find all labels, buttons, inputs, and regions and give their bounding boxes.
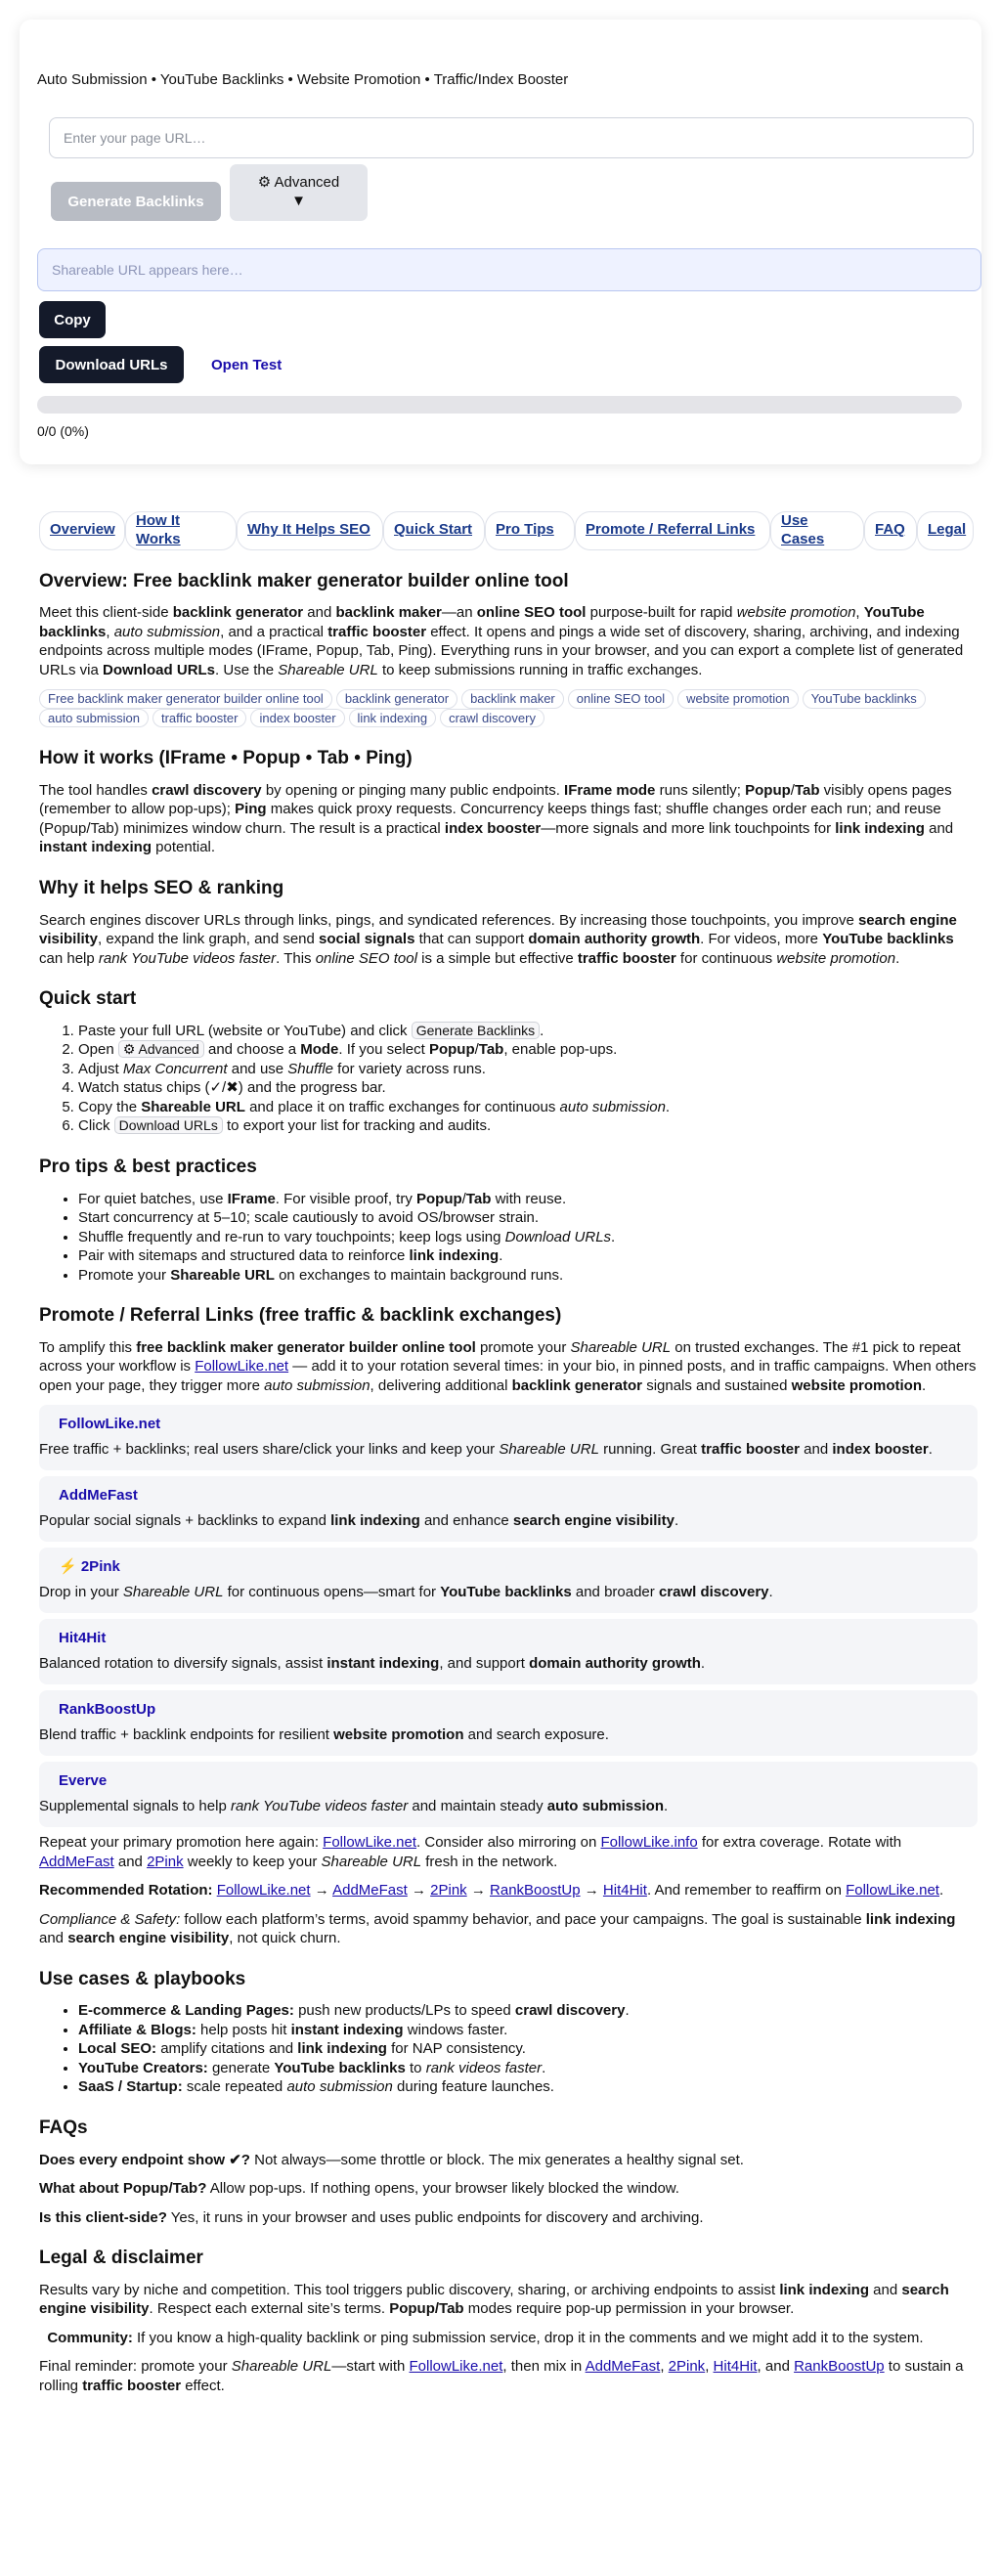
referral-card-description: Popular social signals + backlinks to expand link indexing and enhance search engine visibility. <box>39 1511 679 1529</box>
referral-card-everve <box>39 1762 978 1827</box>
tab-overview[interactable]: Overview <box>39 511 125 550</box>
referral-card-hit4hit <box>39 1619 978 1684</box>
list-item: • Start concurrency at 5–10; scale cautiously to avoid OS/browser strain. <box>78 1208 978 1228</box>
backlink-tool-panel <box>20 20 981 464</box>
keyword-tag: YouTube backlinks <box>803 689 926 709</box>
repeat-promotion-paragraph: Repeat your primary promotion here again: FollowLike.net. Consider also mirroring on FollowLike.info for extra coverage. Rotate with AddMeFast and 2Pink weekly to keep your Shareable URL fresh in the network. <box>39 1834 902 1870</box>
list-item: 3. Adjust Max Concurrent and use Shuffle for variety across runs. <box>78 1060 978 1079</box>
referral-card-description: Free traffic + backlinks; real users share/click your links and keep your Shareable URL running. Great traffic booster and index booster. <box>39 1440 933 1458</box>
list-item: • Promote your Shareable URL on exchanges to maintain background runs. <box>78 1266 978 1286</box>
promote-paragraph: To amplify this free backlink maker generator builder online tool promote your Shareable URL on trusted exchanges. The #1 pick to repeat across your workflow is FollowLike.net — add it to your rotation several times: in your bio, in pinned posts, and in traffic campaigns. When others open your page, they trigger more auto submission, delivering additional backlink generator signals and sustained website promotion. <box>39 1338 977 1394</box>
chevron-down-icon: ▼ <box>291 193 306 209</box>
list-item: 4. Watch status chips (✓/✖) and the progress bar. <box>78 1078 978 1098</box>
followlike-info-link[interactable]: FollowLike.info <box>600 1834 698 1852</box>
progress-text: 0/0 (0%) <box>37 423 89 439</box>
referral-link-everve[interactable]: Everve <box>59 1772 108 1790</box>
pro-tips-list <box>39 1190 978 1286</box>
keyword-tag: backlink maker <box>461 689 564 709</box>
legal-heading: Legal & disclaimer <box>39 2248 203 2269</box>
rankboostup-link[interactable]: RankBoostUp <box>490 1882 581 1899</box>
faq-heading: FAQs <box>39 2117 88 2138</box>
use-cases-heading: Use cases & playbooks <box>39 1968 246 1989</box>
followlike-link[interactable]: FollowLike.net <box>216 1882 311 1899</box>
keyword-tag: website promotion <box>677 689 799 709</box>
advanced-label: ⚙ Advanced <box>257 174 340 192</box>
tab-quick-start[interactable]: Quick Start <box>383 511 485 550</box>
referral-link-followlike[interactable]: FollowLike.net <box>59 1416 161 1433</box>
referral-card-description: Supplemental signals to help rank YouTube videos faster and maintain steady auto submission. <box>39 1797 669 1814</box>
list-item: • Affiliate & Blogs: help posts hit instant indexing windows faster. <box>78 2021 978 2040</box>
referral-link-hit4hit[interactable]: Hit4Hit <box>59 1630 107 1647</box>
list-item: 1. Paste your full URL (website or YouTube) and click Generate Backlinks . <box>78 1022 978 1041</box>
how-paragraph: The tool handles crawl discovery by opening or pinging many public endpoints. IFrame mode runs silently; Popup/Tab visibly opens pages (remember to allow pop-ups); Ping makes quick proxy requests. Concurrency keeps things fast; shuffle changes order each run; and reuse (Popup/Tab) minimizes window churn. The result is a practical index booster—more signals and more link touchpoints for link indexing and instant indexing potential. <box>39 781 954 856</box>
why-heading: Why it helps SEO & ranking <box>39 877 284 898</box>
referral-card-followlike <box>39 1405 978 1470</box>
keyword-tag: online SEO tool <box>568 689 674 709</box>
article <box>0 511 1001 2395</box>
list-item: • E-commerce & Landing Pages: push new products/LPs to speed crawl discovery. <box>78 2001 978 2021</box>
how-heading: How it works (IFrame • Popup • Tab • Ping) <box>39 748 413 769</box>
2pink-link[interactable]: 2Pink <box>430 1882 467 1899</box>
advanced-key-chip: ⚙ Advanced <box>118 1040 204 1058</box>
list-item: • Shuffle frequently and re-run to vary touchpoints; keep logs using Download URLs. <box>78 1228 978 1247</box>
download-urls-button[interactable]: Download URLs <box>39 346 184 383</box>
pro-tips-heading: Pro tips & best practices <box>39 1156 257 1177</box>
keyword-tag: backlink generator <box>336 689 457 709</box>
list-item: • For quiet batches, use IFrame. For visible proof, try Popup/Tab with reuse. <box>78 1190 978 1209</box>
referral-card-description: Blend traffic + backlink endpoints for resilient website promotion and search exposure. <box>39 1725 609 1743</box>
list-item: • Local SEO: amplify citations and link indexing for NAP consistency. <box>78 2039 978 2059</box>
tab-faq[interactable]: FAQ <box>864 511 917 550</box>
faq-item: Is this client-side? Yes, it runs in your browser and uses public endpoints for discovery and archiving. <box>39 2208 704 2226</box>
final-reminder: Final reminder: promote your Shareable URL—start with FollowLike.net, then mix in AddMeFast, 2Pink, Hit4Hit, and RankBoostUp to sustain a rolling traffic booster effect. <box>39 2358 964 2394</box>
referral-link-rankboostup[interactable]: RankBoostUp <box>59 1701 156 1719</box>
promote-heading: Promote / Referral Links (free traffic & backlink exchanges) <box>39 1305 562 1327</box>
list-item: • Pair with sitemaps and structured data to reinforce link indexing. <box>78 1246 978 1266</box>
copy-button[interactable]: Copy <box>39 301 106 338</box>
keyword-tag: index booster <box>250 709 344 728</box>
hit4hit-link[interactable]: Hit4Hit <box>602 1882 647 1899</box>
tab-why-it-helps-seo[interactable]: Why It Helps SEO <box>237 511 383 550</box>
keyword-tag: crawl discovery <box>440 709 544 728</box>
use-cases-list <box>39 2001 978 2097</box>
followlike-link[interactable]: FollowLike.net <box>846 1882 939 1899</box>
referral-card-2pink <box>39 1548 978 1613</box>
2pink-link[interactable]: 2Pink <box>668 2358 706 2376</box>
tab-how-it-works[interactable]: How It Works <box>125 511 237 550</box>
followlike-link[interactable]: FollowLike.net <box>409 2358 503 2376</box>
followlike-link[interactable]: FollowLike.net <box>323 1834 417 1852</box>
community-note: Community: If you know a high-quality backlink or ping submission service, drop it in the comments and we might add it to the system. <box>47 2329 924 2346</box>
referral-card-description: Balanced rotation to diversify signals, assist instant indexing, and support domain authority growth. <box>39 1654 706 1672</box>
keyword-tag: auto submission <box>39 709 149 728</box>
keyword-tag: traffic booster <box>152 709 247 728</box>
page-url-input[interactable] <box>49 117 974 158</box>
referral-card-description: Drop in your Shareable URL for continuous opens—smart for YouTube backlinks and broader crawl discovery. <box>39 1583 773 1600</box>
open-test-link[interactable]: Open Test <box>211 357 283 373</box>
list-item: 2. Open ⚙ Advanced and choose a Mode. If you select Popup/Tab, enable pop-ups. <box>78 1040 978 1060</box>
referral-card-rankboostup <box>39 1690 978 1756</box>
download-key-chip: Download URLs <box>114 1116 223 1134</box>
list-item: 6. Click Download URLs to export your list for tracking and audits. <box>78 1116 978 1136</box>
generate-backlinks-button[interactable]: Generate Backlinks <box>51 182 221 221</box>
addmefast-link[interactable]: AddMeFast <box>39 1853 114 1870</box>
tab-promote-referral-links[interactable]: Promote / Referral Links <box>575 511 770 550</box>
quick-start-heading: Quick start <box>39 988 137 1010</box>
tab-legal[interactable]: Legal <box>917 511 974 550</box>
followlike-link[interactable]: FollowLike.net <box>195 1358 289 1375</box>
referral-link-addmefast[interactable]: AddMeFast <box>59 1487 138 1505</box>
compliance-note: Compliance & Safety: follow each platform’s terms, avoid spammy behavior, and pace your campaigns. The goal is sustainable link indexing and search engine visibility, not quick churn. <box>39 1910 956 1947</box>
list-item: 5. Copy the Shareable URL and place it on traffic exchanges for continuous auto submission. <box>78 1098 978 1117</box>
faq-item: Does every endpoint show ✔? Not always—some throttle or block. The mix generates a healthy signal set. <box>39 2151 744 2168</box>
addmefast-link[interactable]: AddMeFast <box>585 2358 661 2376</box>
tab-pro-tips[interactable]: Pro Tips <box>485 511 575 550</box>
shareable-url-field[interactable] <box>37 248 981 291</box>
rankboostup-link[interactable]: RankBoostUp <box>794 2358 885 2376</box>
tool-tagline: Auto Submission • YouTube Backlinks • Website Promotion • Traffic/Index Booster <box>37 71 569 88</box>
section-tabs <box>39 511 978 550</box>
list-item: • YouTube Creators: generate YouTube backlinks to rank videos faster. <box>78 2059 978 2078</box>
list-item: • SaaS / Startup: scale repeated auto submission during feature launches. <box>78 2077 978 2097</box>
referral-card-addmefast <box>39 1476 978 1542</box>
keyword-tag: Free backlink maker generator builder online tool <box>39 689 332 709</box>
legal-paragraph: Results vary by niche and competition. This tool triggers public discovery, sharing, or archiving endpoints to assist link indexing and search engine visibility. Respect each external site’s terms. Popup/Tab modes require pop-up permission in your browser. <box>39 2281 949 2318</box>
tab-use-cases[interactable]: Use Cases <box>770 511 864 550</box>
generate-key-chip: Generate Backlinks <box>412 1022 540 1039</box>
quick-start-list <box>39 1022 978 1136</box>
advanced-button[interactable] <box>230 164 368 221</box>
faq-item: What about Popup/Tab? Allow pop-ups. If nothing opens, your browser likely blocked the window. <box>39 2180 679 2198</box>
hit4hit-link[interactable]: Hit4Hit <box>713 2358 758 2376</box>
recommended-rotation: Recommended Rotation: FollowLike.net → AddMeFast → 2Pink → RankBoostUp → Hit4Hit. And remember to reaffirm on FollowLike.net. <box>39 1882 944 1899</box>
overview-paragraph: Meet this client-side backlink generator and backlink maker—an online SEO tool purpose-built for rapid website promotion, YouTube backlinks, auto submission, and a practical traffic booster effect. It opens and pings a wide set of discovery, sharing, archiving, and indexing endpoints across multiple modes (IFrame, Popup, Tab, Ping). Everything runs in your browser, and you can export a complete list of generated URLs via Download URLs. Use the Shareable URL to keep submissions running in traffic exchanges. <box>39 604 964 678</box>
referral-link-2pink[interactable]: ⚡ 2Pink <box>59 1558 120 1576</box>
2pink-link[interactable]: 2Pink <box>147 1853 184 1870</box>
progress-bar <box>37 396 962 414</box>
keyword-tags <box>39 689 978 727</box>
addmefast-link[interactable]: AddMeFast <box>332 1882 408 1899</box>
overview-heading: Overview: Free backlink maker generator builder online tool <box>39 570 569 591</box>
why-paragraph: Search engines discover URLs through links, pings, and syndicated references. By increasing those touchpoints, you improve search engine visibility, expand the link graph, and send social signals that can support domain authority growth. For videos, more YouTube backlinks can help rank YouTube videos faster. This online SEO tool is a simple but effective traffic booster for continuous website promotion. <box>39 911 957 967</box>
keyword-tag: link indexing <box>349 709 437 728</box>
